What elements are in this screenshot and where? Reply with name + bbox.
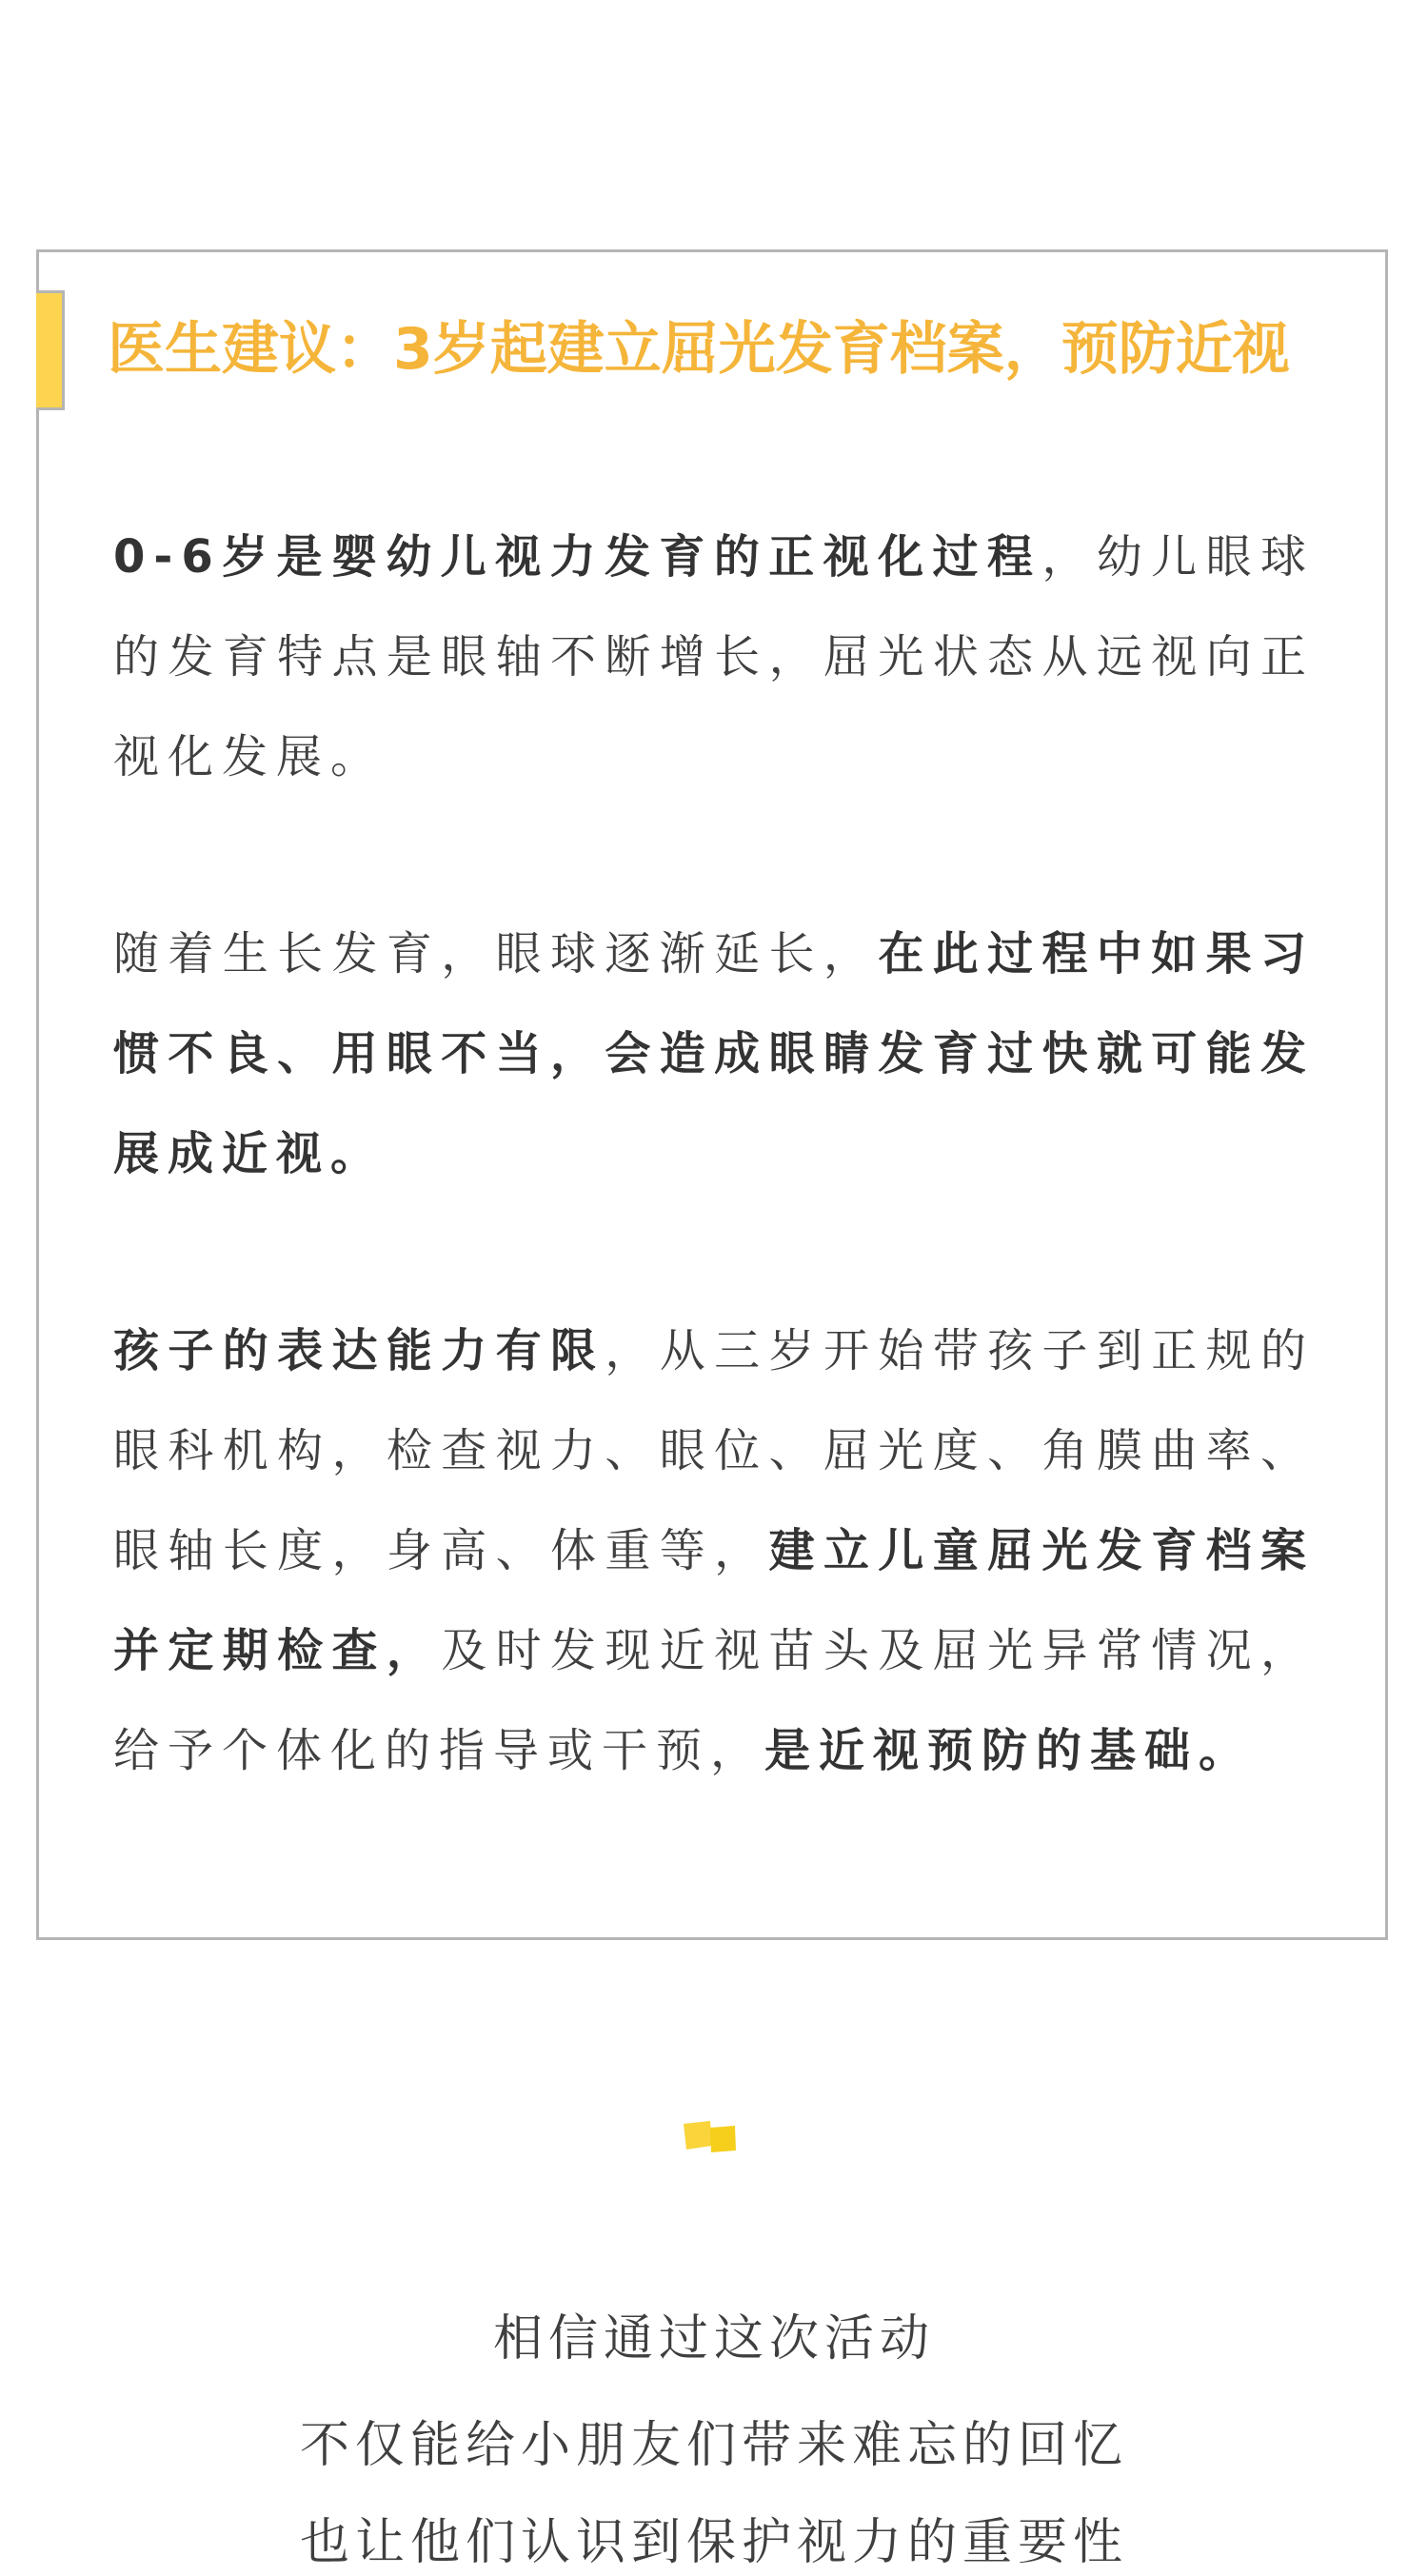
paragraph-3-bold-2: 建立儿童屈光发育档案并定期检查，	[113, 1524, 1315, 1677]
paragraph-3-text-1: ，从三岁开始带孩子到正规的眼科机构，检查视力、眼位、屈光度、角膜曲率、眼轴长度，身高、体重等，	[113, 1324, 1315, 1577]
paragraph-3	[113, 1301, 1315, 1801]
closing-line-2: 不仅能给小朋友们带来难忘的回忆	[299, 2417, 1128, 2474]
closing-line-1: 相信通过这次活动	[492, 2310, 935, 2368]
paragraph-2	[113, 904, 1315, 1204]
card-title: 医生建议：3岁起建立屈光发育档案，预防近视	[108, 316, 1290, 383]
yellow-squares-icon	[682, 2118, 743, 2156]
paragraph-3-bold-1: 孩子的表达能力有限	[113, 1324, 605, 1377]
paragraph-3-text-2: 及时发现近视苗头及屈光异常情况，给予个体化的指导或干预，	[113, 1624, 1315, 1777]
paragraph-1-bold-1: 0-6岁是婴幼儿视力发育的正视化过程	[113, 530, 1042, 584]
advice-card	[36, 249, 1388, 1940]
closing-line-3: 也让他们认识到保护视力的重要性	[299, 2514, 1128, 2571]
title-accent-bar	[36, 290, 65, 410]
paragraph-3-bold-3: 是近视预防的基础。	[764, 1724, 1254, 1777]
paragraph-2-text-1: 随着生长发育，眼球逐渐延长，	[113, 927, 879, 981]
paragraph-2-bold-1: 在此过程中如果习惯不良、用眼不当，会造成眼睛发育过快就可能发展成近视。	[113, 927, 1315, 1180]
paragraph-1-text-1: ，幼儿眼球的发育特点是眼轴不断增长，屈光状态从远视向正视化发展。	[113, 530, 1315, 783]
paragraph-1	[113, 507, 1315, 807]
